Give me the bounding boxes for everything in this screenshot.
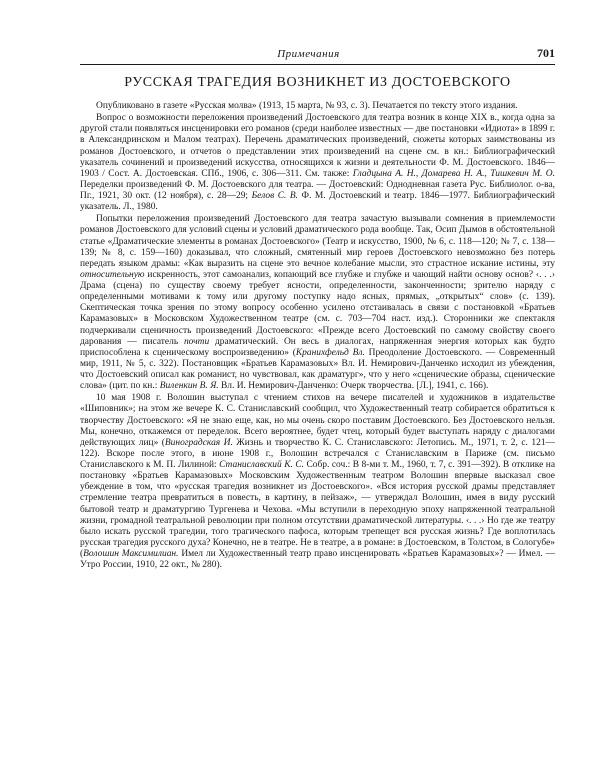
paragraph-adaptation-doubts — [80, 214, 555, 392]
italic-author-name: Станиславский К. С. — [219, 460, 304, 470]
italic-author-name: Виленкин В. Я. — [159, 381, 219, 392]
italic-author-name: Волошин Максимилиан. — [83, 549, 179, 559]
text-run: 10 мая 1908 г. Волошин выступал с чтением стихов на вечере писателей и художников в издательстве «Шиповник»; на этом же вечере К. С. Станиславский сообщил, что Художественный театр собирается обратиться к творчеству Достоевского: «Я не знаю еще, как, но мы очень скоро поставим Достоевского. Без Достоевского нельзя. Мы, конечно, откажемся от переделок. Всего вероятнее, будет чтец, который будет выступать наряду с диалогами действующих лиц» ( — [80, 393, 555, 448]
text-run: искренность, этот самоанализ, копающий все глубже и глубже и чающий найти основу основ? ‹. . .› Драма (сцена) по существу своему требует ясности, определенности, законченности; зрителю наряду с определенными мотивами к тому или другому поступку надо ясных, прямых, „открытых“ слов» (с. 139). Скептическая точка зрения по этому вопросу особенно усилено отстаивалась в связи с постановкой «Братьев Карамазовых» в Московском Художественном театре (см. с. 703—704 наст. изд.). Сторонники же спектакля подчеркивали сценичность произведений Достоевского: «Прежде всего Достоевский по самому свойству своего дарования — писатель — [80, 269, 555, 347]
italic-author-name: Белов С. В. — [251, 191, 299, 201]
text-run: Опубликовано в газете «Русская молва» (1913, 15 марта, № 93, с. 3). Печатается по тексту этого издания. — [96, 101, 518, 111]
text-run: Собр. соч.: В 8-ми т. М., 1960, т. 7, с. 391—392). В отклике на постановку «Братьев Карамазовых» Московским Художественным театром Волошин впервые высказал свое убеждение в том, что «русская трагедия возникнет из Достоевского». «Вся история русской драмы представляет стремление театра превратиться в повесть, в картину, в пейзаж», — утверждал Волошин, имея в виду русский бытовой театр и драматургию Тургенева и Чехова. «Мы вступили в переходную эпоху напряженной театральной жизни, громадной театральной революции при полном отсутствии драматической литературы. ‹. . .› Но где же театру было искать русской трагедии, того трагического пафоса, которым трепещет вся русская жизнь? Где воплотилась русская трагедия русского духа? Конечно, не в театре. Не в театре, а в романе: в Достоевском, в Толстом, в Сологубе» ( — [80, 460, 556, 559]
italic-author-name: почти — [183, 336, 210, 347]
article-body — [80, 101, 555, 571]
text-run: драматический. Он весь в диалогах, напряженная энергия которых как будто приспособлена к сценическому воспроизведению» ( — [80, 336, 555, 358]
text-run: Ф. М. Достоевский и театр. 1846—1977. Библиографический указатель. Л., 1980. — [80, 191, 555, 213]
italic-author-name: относительную — [80, 269, 145, 280]
text-run: Вл. И. Немирович-Данченко: Очерк творчества. [Л.], 1941, с. 166). — [218, 381, 489, 392]
italic-author-name: Виноградская И. — [164, 437, 233, 448]
text-run: Преодоление Достоевского. — Современный мир, 1911, № 5, с. 322). Постановщик «Братьев Карамазовых» Вл. И. Немирович-Данченко исходил из убеждения, что Достоевский описал как романист, но чувствовал, как драматург», что у него «сценические образы, сценические слова» (цит. по кн.: — [80, 347, 555, 392]
page-number: 701 — [537, 46, 555, 60]
text-run: Попытки переложения произведений Достоевского для театра зачастую вызывали сомнения в приемлемости романов Достоевского для условий сцены и условий драматического рода вообще. Так, Осип Дымов в обстоятельной статье «Драматические элементы в романах Достоевского» (Театр и искусство, 1900, № 6, с. 118—120; № 7, с. 138—139; № 8, с. 159—160) доказывал, что сложный, смятенный мир героев Достоевского невозможно без потерь передать языком драмы: «Как выразить на сцене это вечное колебание мысли, это страстное искание истины, эту — [80, 214, 555, 269]
paragraph-stage-adaptations — [80, 113, 555, 213]
italic-author-name: Кранихфельд Вл. — [295, 347, 365, 358]
running-head — [80, 46, 555, 65]
paragraph-publication — [80, 101, 555, 112]
section-title: Примечания — [277, 48, 340, 60]
article-title: РУССКАЯ ТРАГЕДИЯ ВОЗНИКНЕТ ИЗ ДОСТОЕВСКОГО — [124, 75, 511, 90]
paragraph-voloshin-stanislavsky — [80, 393, 555, 571]
text-run: Имел ли Художественный театр право инсценировать «Братьев Карамазовых»? — Имел. — Утро России, 1910, 22 окт., № 280). — [80, 549, 556, 571]
text-run: Переделки произведений Ф. М. Достоевского для театра. — Достоевский: Однодневная газета Рус. Библиолог. о-ва, Пг., 1921, 30 окт. (12 ноября), с. 28—29; — [80, 179, 555, 201]
text-run: Жизнь и творчество К. С. Станиславского: Летопись. М., 1971, т. 2, с. 121—122). Вскоре после этого, в июне 1908 г., Волошин встречался с Станиславским в Париже (см. письмо Станиславского к М. П. Лилиной: — [80, 437, 555, 470]
text-run: Вопрос о возможности переложения произведений Достоевского для театра возник в конце XIX в., когда одна за другой стали появляться инсценировки его романов (среди наиболее известных — две постановки «Идиота» в 1899 г. в Александринском и Малом театрах). Перечень драматических произведений, сюжеты которых заимствованы из романов Достоевского, и отчетов о представлении этих произведений на сцене см. в кн.: Библиографический указатель сочинений и произведений искусства, относящихся к жизни и деятельности Ф. М. Достоевского. 1846—1903 / Сост. А. Достоевская. СПб., 1906, с. 306—311. См. также: — [80, 113, 555, 179]
italic-author-name: Гладцына А. Н., Домарева Н. А., Тишкевич М. О. — [352, 168, 555, 179]
